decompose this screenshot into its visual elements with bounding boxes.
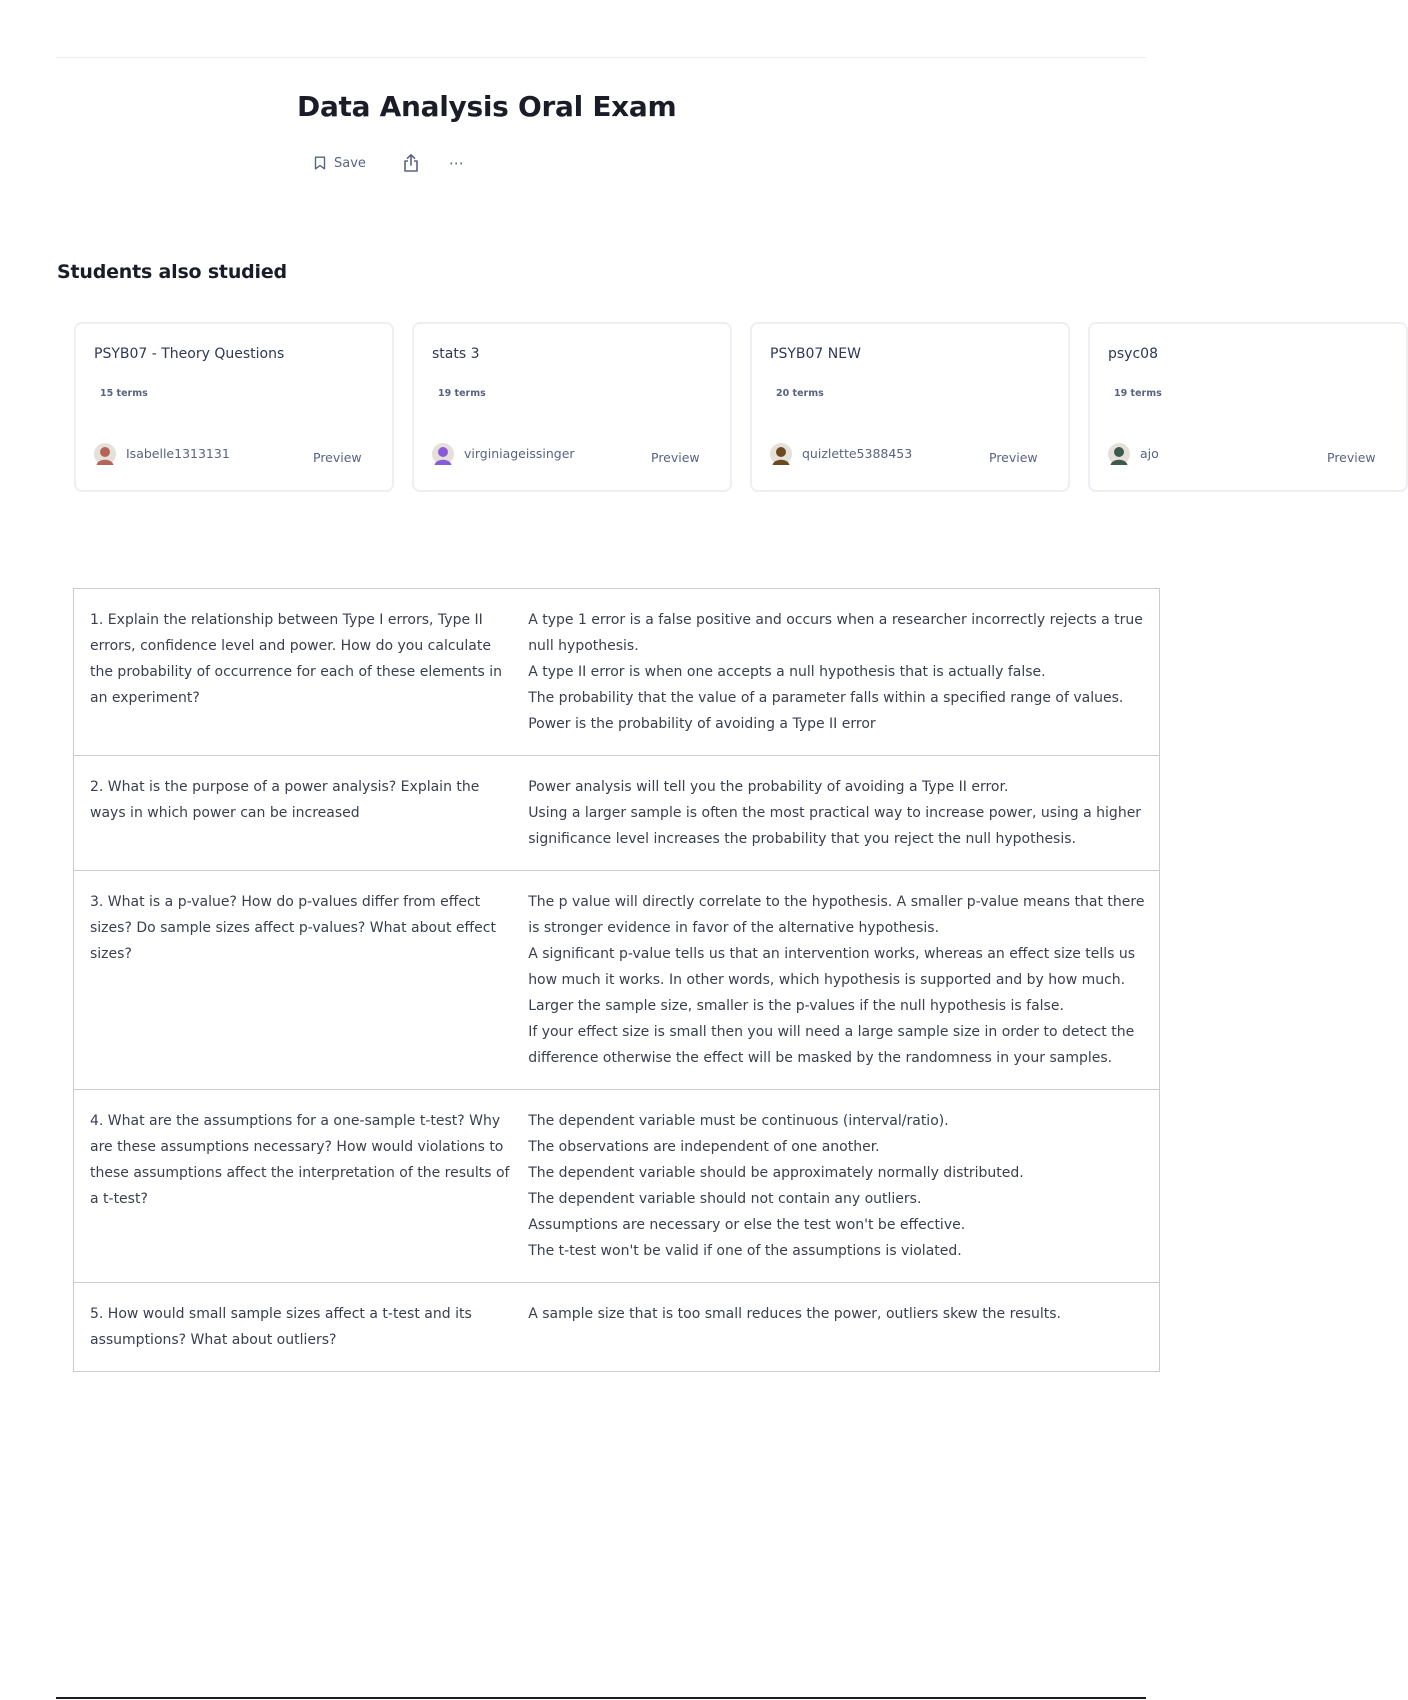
card-term-count: 15 terms xyxy=(100,388,148,399)
user-avatar-icon xyxy=(94,443,116,465)
preview-button[interactable]: Preview xyxy=(651,450,700,465)
card-title[interactable]: PSYB07 NEW xyxy=(770,346,861,362)
table-row xyxy=(74,871,1159,1090)
save-button[interactable] xyxy=(314,156,366,171)
answer-line: If your effect size is small then you will need a large sample size in order to detect the difference otherwise the effect will be masked by the randomness in your samples. xyxy=(528,1024,1135,1066)
avatar-head xyxy=(438,447,448,457)
preview-button[interactable]: Preview xyxy=(989,450,1038,465)
answer-line: A type II error is when one accepts a null hypothesis that is actually false. xyxy=(528,664,1046,680)
question-text: 5. How would small sample sizes affect a t-test and its assumptions? What about outliers? xyxy=(90,1306,472,1348)
question-text: 1. Explain the relationship between Type I errors, Type II errors, confidence level and power. How do you calculate the probability of occurrence for each of these elements in an experiment? xyxy=(90,612,502,706)
share-icon xyxy=(402,153,420,173)
answer-cell xyxy=(528,1283,1159,1371)
card-title[interactable]: stats 3 xyxy=(432,346,480,362)
answer-line: Power analysis will tell you the probability of avoiding a Type II error. xyxy=(528,779,1009,795)
answer-line: Using a larger sample is often the most practical way to increase power, using a higher significance level increases the probability that you reject the null hypothesis. xyxy=(528,805,1142,847)
related-set-card[interactable] xyxy=(74,322,394,492)
user-avatar-icon xyxy=(432,443,454,465)
avatar[interactable] xyxy=(432,443,454,465)
related-set-card[interactable] xyxy=(750,322,1070,492)
question-text: 4. What are the assumptions for a one-sample t-test? Why are these assumptions necessary? How would violations to these assumptions affect the interpretation of the results of a t-test? xyxy=(90,1113,510,1207)
answer-line: A type 1 error is a false positive and occurs when a researcher incorrectly rejects a true null hypothesis. xyxy=(528,612,1143,654)
answer-cell xyxy=(528,756,1159,870)
card-title[interactable]: psyc08 xyxy=(1108,346,1158,362)
avatar-head xyxy=(776,447,786,457)
answer-line: Assumptions are necessary or else the test won't be effective. xyxy=(528,1217,966,1233)
answer-cell xyxy=(528,871,1159,1089)
preview-button[interactable]: Preview xyxy=(313,450,362,465)
answer-line: The dependent variable should not contain any outliers. xyxy=(528,1191,922,1207)
card-title[interactable]: PSYB07 - Theory Questions xyxy=(94,346,285,362)
bookmark-icon xyxy=(314,156,326,170)
answer-line: The probability that the value of a parameter falls within a specified range of values. xyxy=(528,690,1124,706)
related-sets-track xyxy=(74,322,1376,492)
bottom-divider xyxy=(56,1697,1146,1699)
answer-line: Power is the probability of avoiding a Type II error xyxy=(528,716,876,732)
table-row xyxy=(74,1283,1159,1371)
answer-cell xyxy=(528,589,1159,755)
card-username[interactable]: virginiageissinger xyxy=(464,446,575,461)
page-title: Data Analysis Oral Exam xyxy=(297,90,677,123)
answer-line: The dependent variable should be approximately normally distributed. xyxy=(528,1165,1024,1181)
share-button[interactable] xyxy=(400,152,422,174)
card-term-count: 19 terms xyxy=(1114,388,1162,399)
set-actions xyxy=(314,152,465,174)
answer-line: A significant p-value tells us that an intervention works, whereas an effect size tells us how much it works. In other words, which hypothesis is supported and by how much. xyxy=(528,946,1136,988)
related-set-card[interactable] xyxy=(1088,322,1408,492)
answer-line: A sample size that is too small reduces the power, outliers skew the results. xyxy=(528,1306,1061,1322)
question-text: 3. What is a p-value? How do p-values differ from effect sizes? Do sample sizes affect p-values? What about effect sizes? xyxy=(90,894,496,962)
avatar[interactable] xyxy=(1108,443,1130,465)
question-answer-table xyxy=(73,588,1160,1372)
top-divider xyxy=(56,57,1146,58)
preview-button[interactable]: Preview xyxy=(1327,450,1376,465)
related-set-card[interactable] xyxy=(412,322,732,492)
answer-line: The dependent variable must be continuous (interval/ratio). xyxy=(528,1113,949,1129)
card-term-count: 20 terms xyxy=(776,388,824,399)
table-row xyxy=(74,1090,1159,1283)
save-label: Save xyxy=(334,155,366,171)
card-username[interactable]: ajo xyxy=(1140,446,1159,461)
card-username[interactable]: quizlette5388453 xyxy=(802,446,913,461)
card-term-count: 19 terms xyxy=(438,388,486,399)
answer-line: The observations are independent of one another. xyxy=(528,1139,880,1155)
table-row xyxy=(74,589,1159,756)
answer-line: The t-test won't be valid if one of the assumptions is violated. xyxy=(528,1243,962,1259)
section-heading-students-also-studied: Students also studied xyxy=(57,261,287,283)
question-text: 2. What is the purpose of a power analysis? Explain the ways in which power can be increased xyxy=(90,779,480,821)
table-row xyxy=(74,756,1159,871)
user-avatar-icon xyxy=(1108,443,1130,465)
more-options-button[interactable]: ⋯ xyxy=(448,153,465,172)
user-avatar-icon xyxy=(770,443,792,465)
answer-cell xyxy=(528,1090,1159,1282)
answer-line: Larger the sample size, smaller is the p-values if the null hypothesis is false. xyxy=(528,998,1064,1014)
avatar[interactable] xyxy=(94,443,116,465)
avatar-head xyxy=(1114,447,1124,457)
avatar[interactable] xyxy=(770,443,792,465)
avatar-head xyxy=(100,447,110,457)
answer-line: The p value will directly correlate to the hypothesis. A smaller p-value means that there is stronger evidence in favor of the alternative hypothesis. xyxy=(528,894,1145,936)
related-sets-carousel xyxy=(74,322,1376,492)
card-username[interactable]: Isabelle1313131 xyxy=(126,446,230,461)
